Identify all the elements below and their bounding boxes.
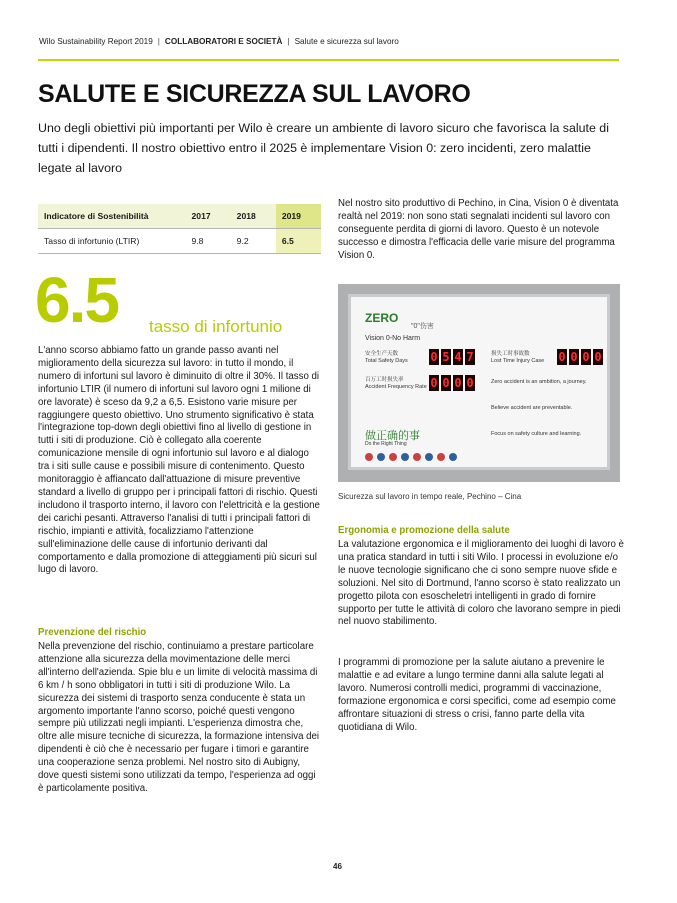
kpi-big-number: 6.5 <box>35 264 118 336</box>
lost-days-counter <box>557 349 603 365</box>
page-number: 46 <box>333 862 342 871</box>
table-header-2019: 2019 <box>276 204 321 228</box>
table-header-row <box>38 204 321 228</box>
vision-label: Vision 0-No Harm <box>365 335 421 342</box>
lead-paragraph: Uno degli obiettivi più importanti per Wilo è creare un ambiente di lavoro sicuro che favorisca la salute di tutti i dipendenti. Il nostro obiettivo entro il 2025 è implementare Vision 0: zero incidenti, zero malattie legate al lavoro <box>38 121 609 175</box>
safety-sign-icon <box>389 453 397 461</box>
afr-counter <box>429 375 475 391</box>
led-digit: 0 <box>442 376 450 390</box>
table-cell-indicator: Tasso di infortunio (LTIR) <box>38 228 186 253</box>
header-section: COLLABORATORI E SOCIETÀ <box>164 37 283 46</box>
safety-icons-row <box>365 453 457 461</box>
ambition-text: Zero accident is an ambition, a journey. <box>491 379 587 385</box>
led-digit: 0 <box>466 376 474 390</box>
safety-sign-icon <box>413 453 421 461</box>
total-days-counter <box>429 349 475 365</box>
total-days-label <box>365 351 408 365</box>
led-digit: 7 <box>466 350 474 364</box>
header-subsection: Salute e sicurezza sul lavoro <box>294 37 399 46</box>
total-days-label-en: Total Safety Days <box>365 358 408 364</box>
slogan-en: Do the Right Thing <box>365 441 407 447</box>
led-digit: 0 <box>430 350 438 364</box>
ergonomics-heading: Ergonomia e promozione della salute <box>338 525 510 536</box>
lost-days-label-cn: 损失工时事故数 <box>491 351 530 357</box>
prevention-paragraph: Nella prevenzione del rischio, continuiamo a prestare particolare attenzione alla sicurezza della movimentazione delle merci all'interno dell'azienda. Spie blu e un limite di velocità massima di 6 km / h sono obbligatori in tutti i siti di produzione Wilo. La sicurezza dei sistemi di trasporto senza conducente è stata un argomento importante l'anno scorso, poiché questi vengono sempre più utilizzati negli impianti. L'esperienza dimostra che, oltre alle misure tecniche di sicurezza, la formazione intensiva dei dipendenti è ciò che è necessario per fugare i timori e garantire una cooperazione senza problemi. Nel nostro sito di Aubigny, dove questi sistemi sono utilizzati da tempo, l'esperienza ad oggi è particolamente positiva. <box>38 641 320 794</box>
page-title: SALUTE E SICUREZZA SUL LAVORO <box>38 80 471 108</box>
safety-sign-icon <box>401 453 409 461</box>
slogan-cn: 做正确的事 <box>365 430 420 442</box>
total-days-label-cn: 安全生产天数 <box>365 351 399 357</box>
lost-days-label <box>491 351 544 365</box>
table-header-2018: 2018 <box>231 204 276 228</box>
header-separator: | <box>287 37 290 46</box>
safety-sign-icon <box>365 453 373 461</box>
led-digit: 0 <box>594 350 602 364</box>
preventable-text: Believe accident are preventable. <box>491 405 573 411</box>
table-cell-2018: 9.2 <box>231 228 276 253</box>
header-report-title: Wilo Sustainability Report 2019 <box>39 37 153 46</box>
safety-sign-icon <box>425 453 433 461</box>
led-digit: 5 <box>442 350 450 364</box>
safety-board-panel <box>348 294 610 470</box>
header-separator: | <box>157 37 160 46</box>
led-digit: 0 <box>454 376 462 390</box>
table-header-2017: 2017 <box>186 204 231 228</box>
table-row <box>38 228 321 253</box>
header-rule <box>38 59 619 61</box>
table-cell-2017: 9.8 <box>186 228 231 253</box>
led-digit: 0 <box>570 350 578 364</box>
beijing-paragraph: Nel nostro sito produttivo di Pechino, in Cina, Vision 0 è diventata realtà nel 2019: non sono stati segnalati incidenti sul lavoro con conseguente perdita di giorni di lavoro. Questo è un notevole successo e dimostra l'efficacia delle varie misure del programma Vision 0. <box>338 198 619 261</box>
lost-days-label-en: Lost Time Injury Case <box>491 358 545 364</box>
afr-label-en: Accident Frequency Rate <box>365 384 427 390</box>
ergonomics-paragraph-2: I programmi di promozione per la salute aiutano a prevenire le malattie e ad evitare a lungo termine danni alla salute legati al lavoro. Numerosi controlli medici, programmi di vaccinazione, formazione ergonomica e corsi specifici, come ad esempio come affrontare situazioni di stress o crisi, fanno parte della vita quotidiana di Wilo. <box>338 657 616 733</box>
focus-text: Focus on safety culture and learning. <box>491 431 582 437</box>
led-digit: 0 <box>430 376 438 390</box>
safety-board-photo <box>338 284 620 482</box>
safety-sign-icon <box>449 453 457 461</box>
prevention-heading: Prevenzione del rischio <box>38 627 147 638</box>
led-digit: 4 <box>454 350 462 364</box>
led-digit: 0 <box>558 350 566 364</box>
led-digit: 0 <box>582 350 590 364</box>
table-cell-2019: 6.5 <box>276 228 321 253</box>
zero-logo-cn: "0"伤害 <box>411 323 434 330</box>
sustainability-indicator-table <box>38 204 321 254</box>
safety-sign-icon <box>377 453 385 461</box>
afr-label-cn: 百万工时损失率 <box>365 377 404 383</box>
table-header-indicator: Indicatore di Sostenibilità <box>38 204 186 228</box>
zero-logo: ZERO <box>365 311 399 325</box>
ergonomics-paragraph-1: La valutazione ergonomica e il miglioramento dei luoghi di lavoro è una pratica standard in tutti i siti Wilo. I processi in evoluzione e/o le nuove tecnologie significano che ci sono sempre nuove sfide e soluzioni. Nel sito di Dortmund, l'anno scorso è stato realizzato un progetto pilota con esoscheletri intelligenti in grado di fornire supporto per tutte le attività di coloro che lavorano sempre in piedi nel nuovo stabilimento. <box>338 539 624 628</box>
intro-paragraph: L'anno scorso abbiamo fatto un grande passo avanti nel miglioramento della sicurezza sul lavoro: in tutto il mondo, il numero di infortuni sul lavoro è diminuito di oltre il 30%. Il tasso di infortunio LTIR (il numero di infortuni sul lavoro ogni 1 milione di ore lavorate) è sceso da 9,2 a 6,5. Esistono varie misure per raggiungere questo obiettivo. Uno strumento significativo è stata l'integrazione top-down degli obiettivi fino al livello di gestione in tutti i siti di produzione. Ciò è collegato alla coerente comunicazione mensile di ogni infortunio sul lavoro e al dialogo tra i siti sulle cause e possibili misure di contenimento. Questo monitoraggio è affiancato dall'attuazione di misure preventive standard a livello di gruppo per i principali fattori di rischio. Questi includono il trasporto interno, il lavoro con l'elettricità e la gestione dei carichi pesanti. Attraverso l'analisi di tutti i principali fattori di rischio, impianti e attività, focalizziamo l'attenzione sull'eliminazione delle cause di infortunio derivanti dal comportamento e dalla promozione di atteggiamenti più sicuri sul lugo di lavoro. <box>38 345 320 576</box>
running-header <box>39 37 399 46</box>
kpi-label: tasso di infortunio <box>149 317 283 336</box>
safety-sign-icon <box>437 453 445 461</box>
afr-label <box>365 377 427 391</box>
photo-caption: Sicurezza sul lavoro in tempo reale, Pechino – Cina <box>338 492 522 501</box>
